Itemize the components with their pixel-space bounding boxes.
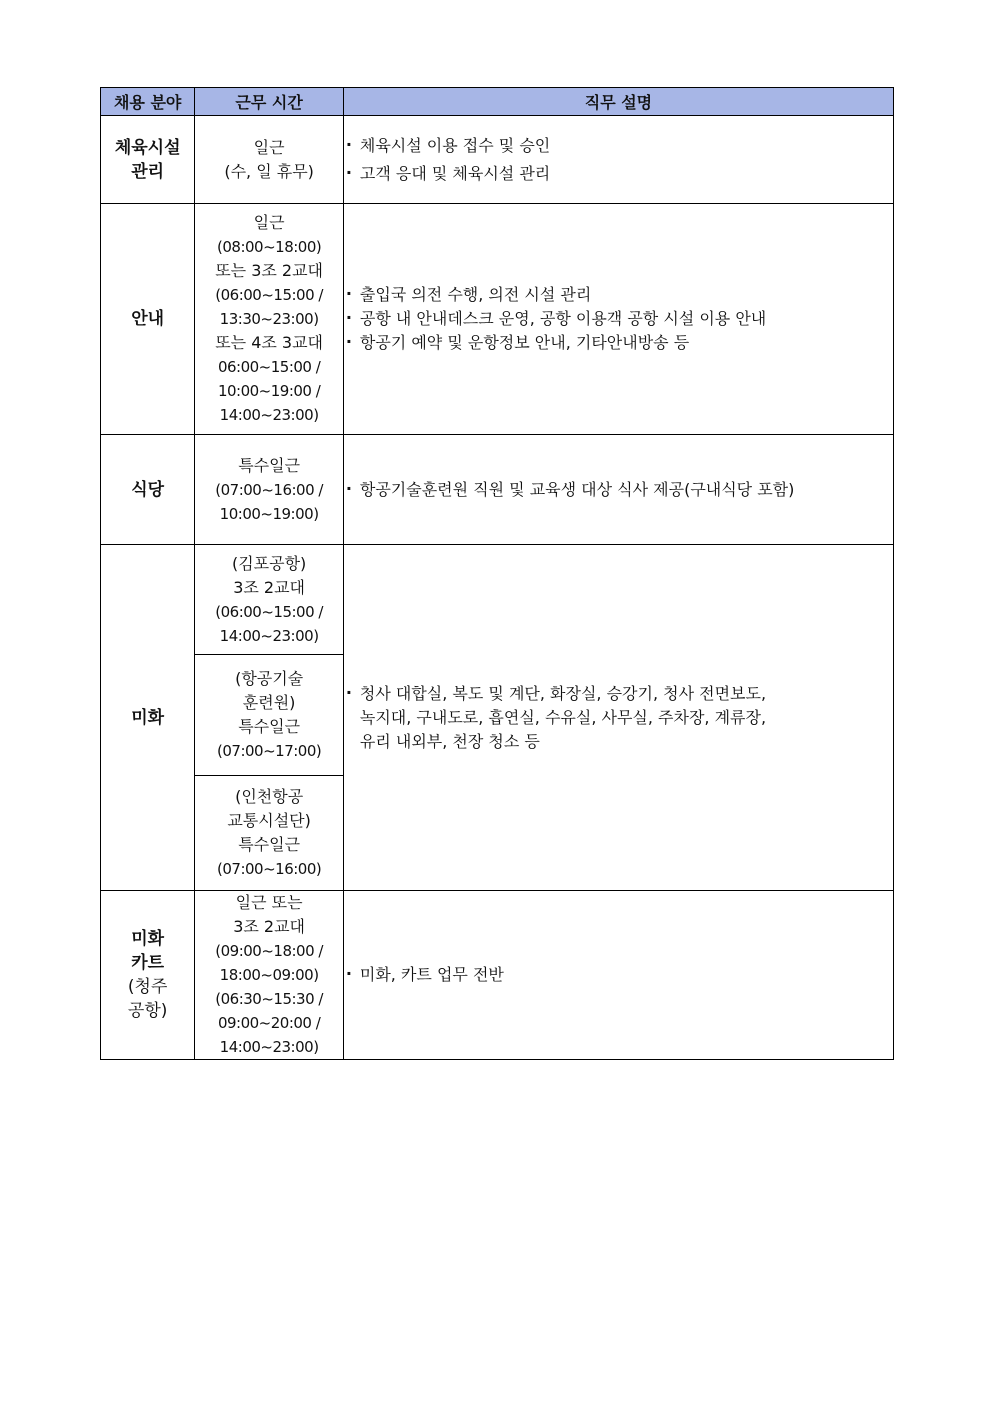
bullet-item: · 청사 대합실, 복도 및 계단, 화장실, 승강기, 청사 전면보도, xyxy=(344,682,893,706)
job-table xyxy=(100,87,894,1060)
table-row xyxy=(101,204,894,435)
bullet-item: · 항공기 예약 및 운항정보 안내, 기타안내방송 등 xyxy=(344,331,893,355)
bullet-item: · 공항 내 안내데스크 운영, 공항 이용객 공항 시설 이용 안내 xyxy=(344,307,893,331)
bullet-continuation: 유리 내외부, 천장 청소 등 xyxy=(359,731,540,751)
table-row xyxy=(101,435,894,545)
field-cell: 안내 xyxy=(101,204,195,435)
table-row xyxy=(101,545,894,655)
header-hours: 근무 시간 xyxy=(195,88,344,116)
bullet-item: · 미화, 카트 업무 전반 xyxy=(344,963,893,987)
description-cell xyxy=(343,116,893,204)
description-cell xyxy=(343,204,893,435)
description-cell xyxy=(343,435,893,545)
hours-cell: 특수일근 (07:00~16:00 / 10:00~19:00) xyxy=(195,435,344,545)
header-row xyxy=(101,88,894,116)
bullet-item: · 출입국 의전 수행, 의전 시설 관리 xyxy=(344,283,893,307)
bullet-item: · 고객 응대 및 체육시설 관리 xyxy=(344,162,893,186)
bullet-item: · 항공기술훈련원 직원 및 교육생 대상 식사 제공(구내식당 포함) xyxy=(344,478,893,502)
table-row xyxy=(101,116,894,204)
field-cell: 미화 xyxy=(101,545,195,891)
hours-cell-training-center: (항공기술 훈련원) 특수일근 (07:00~17:00) xyxy=(195,655,344,776)
field-cell: 체육시설 관리 xyxy=(101,116,195,204)
header-description: 직무 설명 xyxy=(343,88,893,116)
description-cell xyxy=(343,545,893,891)
hours-cell-incheon: (인천항공 교통시설단) 특수일근 (07:00~16:00) xyxy=(195,776,344,891)
bullet-item: · 체육시설 이용 접수 및 승인 xyxy=(344,134,893,158)
field-cell: 식당 xyxy=(101,435,195,545)
hours-cell: 일근 (수, 일 휴무) xyxy=(195,116,344,204)
table-row xyxy=(101,891,894,1060)
hours-cell-gimpo: (김포공항) 3조 2교대 (06:00~15:00 / 14:00~23:00) xyxy=(195,545,344,655)
description-cell xyxy=(343,891,893,1060)
field-cell: 미화 카트 (청주 공항) xyxy=(101,891,195,1060)
hours-cell: 일근 또는 3조 2교대 (09:00~18:00 / 18:00~09:00) (06:30~15:30 / 09:00~20:00 / 14:00~23:00) xyxy=(195,891,344,1060)
bullet-continuation: 녹지대, 구내도로, 흡연실, 수유실, 사무실, 주차장, 계류장, xyxy=(359,707,767,727)
hours-cell: 일근 (08:00~18:00) 또는 3조 2교대 (06:00~15:00 / 13:30~23:00) 또는 4조 3교대 06:00~15:00 / 10:00~19:00 / 14:00~23:00) xyxy=(195,204,344,435)
header-field: 채용 분야 xyxy=(101,88,195,116)
